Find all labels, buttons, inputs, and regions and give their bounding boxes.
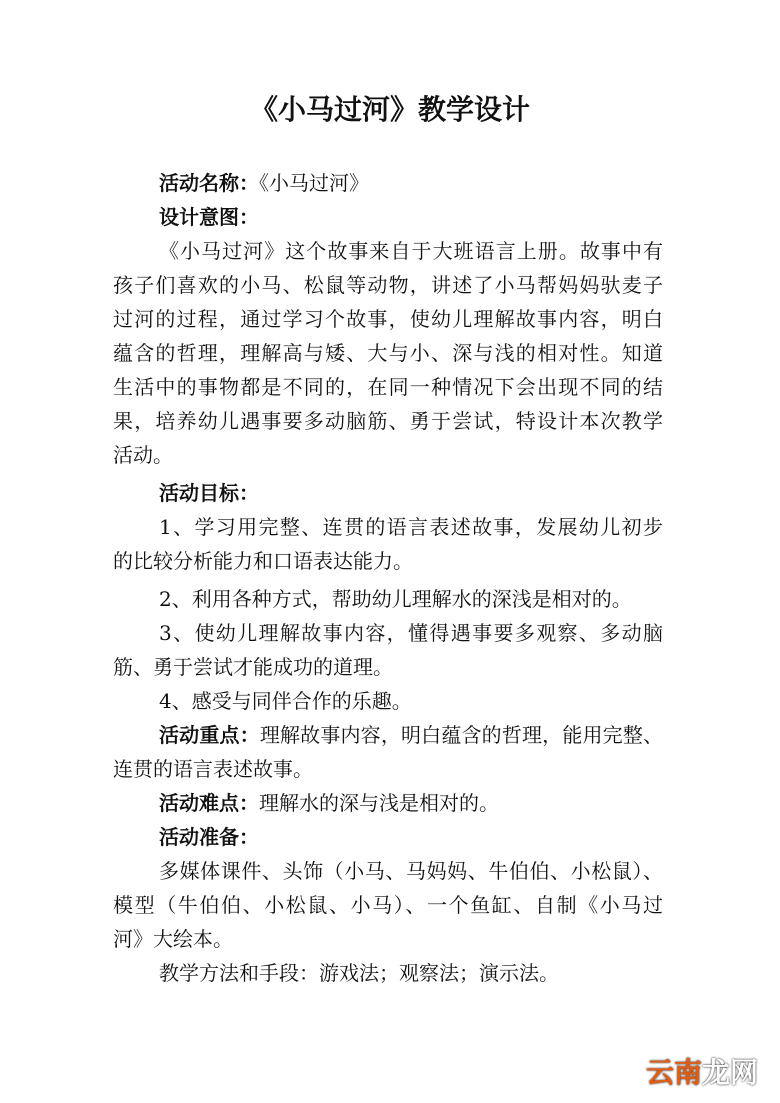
- difficulty-label: 活动难点：: [159, 791, 259, 815]
- intent-line: 生活中的事物都是不同的，在同一种情况下会出现不同的结: [113, 375, 663, 399]
- intent-line: 过河的过程，通过学习个故事，使幼儿理解故事内容，明白: [113, 307, 663, 331]
- intent-line: 《小马过河》这个故事来自于大班语言上册。故事中有: [159, 239, 663, 263]
- goals-heading: [113, 476, 663, 510]
- difficulty-text: 理解水的深与浅是相对的。: [259, 791, 499, 815]
- prep-heading: [113, 820, 663, 854]
- key-label: 活动重点：: [159, 723, 260, 747]
- difficulty: [113, 786, 663, 820]
- key-text: 理解故事内容，明白蕴含的哲理，能用完整、: [259, 723, 664, 747]
- intent-heading: [113, 200, 663, 234]
- watermark-part1: 云南: [645, 1056, 702, 1089]
- intent-label: 设计意图：: [159, 205, 259, 229]
- goal-1-cont: 的比较分析能力和口语表达能力。: [113, 549, 413, 573]
- activity-name: [113, 166, 663, 200]
- prep-label: 活动准备：: [159, 825, 259, 849]
- goal-4: 4、感受与同伴合作的乐趣。: [159, 689, 412, 713]
- activity-name-label: 活动名称：: [159, 171, 259, 195]
- intent-line: 活动。: [113, 443, 173, 467]
- intent-line: 孩子们喜欢的小马、松鼠等动物，讲述了小马帮妈妈驮麦子: [113, 273, 663, 297]
- prep-line: 多媒体课件、头饰（小马、马妈妈、牛伯伯、小松鼠）、: [159, 859, 663, 883]
- document-body: [113, 166, 663, 990]
- goal-1: 1、学习用完整、连贯的语言表述故事，发展幼儿初步: [159, 515, 663, 539]
- document-title: 《小马过河》教学设计: [249, 93, 530, 126]
- intent-line: 果，培养幼儿遇事要多动脑筋、勇于尝试，特设计本次教学: [113, 409, 663, 433]
- goal-2: 2、利用各种方式，帮助幼儿理解水的深浅是相对的。: [159, 587, 632, 611]
- key-point: [113, 718, 663, 752]
- watermark-logo: [646, 1051, 758, 1091]
- goal-3: 3、使幼儿理解故事内容，懂得遇事要多观察、多动脑: [159, 621, 663, 645]
- key-point-cont: 连贯的语言表述故事。: [113, 757, 313, 781]
- activity-name-value: 《小马过河》: [259, 171, 369, 195]
- prep-line: 模型（牛伯伯、小松鼠、小马）、一个鱼缸、自制《小马过: [113, 893, 663, 917]
- watermark-part2: 龙网: [701, 1056, 758, 1089]
- intent-line: 蕴含的哲理，理解高与矮、大与小、深与浅的相对性。知道: [113, 341, 663, 365]
- teaching-methods: 教学方法和手段：游戏法；观察法；演示法。: [159, 961, 559, 985]
- goals-label: 活动目标：: [159, 481, 259, 505]
- goal-3-cont: 筋、勇于尝试才能成功的道理。: [113, 655, 393, 679]
- prep-line: 河》大绘本。: [113, 927, 233, 951]
